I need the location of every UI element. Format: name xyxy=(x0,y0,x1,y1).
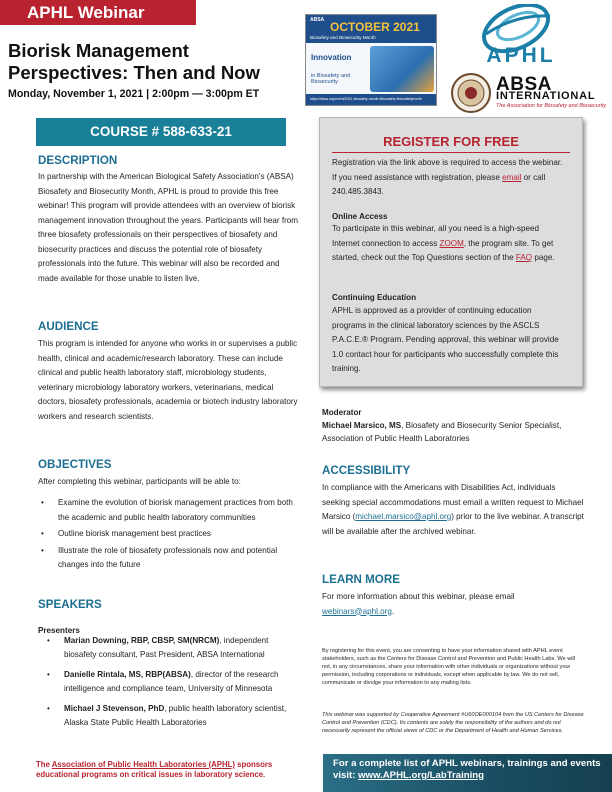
course-number: COURSE # 588-633-21 xyxy=(36,118,286,146)
learn-more-text xyxy=(322,590,584,619)
moderator-block xyxy=(322,406,584,445)
footer-training-banner xyxy=(323,754,612,792)
online-text-2: , the program site. To get started, check out the Top Questions section of the xyxy=(332,238,554,262)
poster-footer: https://absa.org/event/2021-biosafety-month #biosafety #biosafetymonth xyxy=(306,94,436,105)
footer-left-2: sponsors educational programs on critical issues in laboratory science. xyxy=(36,760,273,779)
speaker-desc: , public health laboratory scientist, Alaska State Public Health Laboratories xyxy=(64,704,287,727)
accessibility-text xyxy=(322,481,584,539)
register-box xyxy=(319,117,583,387)
footer-right-text: For a complete list of APHL webinars, trainings and events visit: xyxy=(333,758,601,781)
aphl-logo-text: APHL xyxy=(486,44,556,67)
description-text: In partnership with the American Biological Safety Association's (ABSA) Biosafety and Biosecurity Month, APHL is proud to provide this free webinar! This program will provide attendees with an overview of biorisk management innovation throughout the years. Participants will hear from three biosafety professionals on their perspectives of biosafety and biosecurity practices and discuss the potential role of biosafety professionals into the future. This webinar will also be recorded and made available for those unable to listen live. xyxy=(38,172,299,283)
register-title[interactable]: REGISTER FOR FREE xyxy=(383,134,519,149)
objectives-heading: OBJECTIVES xyxy=(38,458,112,471)
speaker-name: Marian Downing, RBP, CBSP, SM(NRCM) xyxy=(64,636,220,645)
learn-more-heading: LEARN MORE xyxy=(322,573,400,586)
email-link[interactable]: email xyxy=(502,172,522,182)
absa-logo-text: ABSA xyxy=(496,74,552,95)
list-item xyxy=(44,634,302,662)
accessibility-heading: ACCESSIBILITY xyxy=(322,464,411,477)
speaker-name: Danielle Rintala, MS, RBP(ABSA) xyxy=(64,670,191,679)
poster-headline: Innovation xyxy=(311,53,352,62)
lab-training-link[interactable]: www.APHL.org/LabTraining xyxy=(358,770,485,781)
webinars-email-link[interactable]: webinars@aphl.org xyxy=(322,606,392,616)
footer-sponsor-note xyxy=(36,760,316,780)
poster-illustration xyxy=(370,46,434,92)
online-access-text xyxy=(332,222,564,266)
biosafety-month-poster xyxy=(305,14,437,106)
register-text xyxy=(332,156,564,200)
moderator-desc: , Biosafety and Biosecurity Senior Specialist, Association of Public Health Laboratories xyxy=(322,421,562,443)
aphl-org-link[interactable]: Association of Public Health Laboratories (APHL) xyxy=(51,760,235,769)
poster-absa: ABSA xyxy=(310,17,325,23)
funding-statement: This webinar was supported by Cooperative Agreement #U60OE000104 from the US Centers for Disease Control and Prevention (CDC). Its contents are solely the responsibility of the authors and do not necessarily represent the official views of CDC or the Department of Health and Human Services. xyxy=(322,712,584,734)
zoom-link[interactable]: ZOOM xyxy=(439,238,464,248)
register-text-2: or call 240.485.3843. xyxy=(332,172,546,196)
poster-headline-2: in Biosafety and Biosecurity xyxy=(311,73,351,85)
learn-more-text-1: For more information about this webinar, please email xyxy=(322,592,515,601)
absa-tagline: The Association for Biosafety and Biosecurity xyxy=(496,103,607,109)
online-access-heading: Online Access xyxy=(332,212,388,221)
list-item xyxy=(44,668,302,696)
accessibility-email-link[interactable]: michael.marsico@aphl.org xyxy=(355,512,452,521)
footer-left-1: The xyxy=(36,760,52,769)
presenters-label: Presenters xyxy=(38,626,80,635)
page-title: Biorisk Management Perspectives: Then and Now xyxy=(8,40,260,83)
absa-seal-icon xyxy=(450,72,492,114)
objectives-intro: After completing this webinar, participants will be able to: xyxy=(38,477,241,486)
moderator-name: Michael Marsico, MS xyxy=(322,421,402,430)
faq-link[interactable]: FAQ xyxy=(515,253,533,262)
absa-international: INTERNATIONAL xyxy=(496,90,596,102)
register-divider xyxy=(332,152,570,153)
online-text-1: To participate in this webinar, all you need is a high-speed Internet connection to access xyxy=(332,224,539,248)
speakers-heading: SPEAKERS xyxy=(38,598,102,611)
ce-heading: Continuing Education xyxy=(332,293,417,302)
moderator-label: Moderator xyxy=(322,408,362,417)
list-item: • Examine the evolution of biorisk management practices from both the academic and public health laboratory communities xyxy=(38,496,300,525)
speaker-desc: , director of the research intelligence and compliance team, University of Minnesota xyxy=(64,670,279,693)
poster-subtitle: Biosafety and Biosecurity Month xyxy=(310,35,376,40)
ce-text: APHL is approved as a provider of continuing education programs in the clinical laboratory sciences by the ASCLS P.A.C.E.® Program. Pending approval, this webinar will provide 1.0 contact hour for participants who successfully complete this training. xyxy=(332,306,559,373)
list-item xyxy=(44,702,302,730)
poster-month: OCTOBER 2021 xyxy=(330,20,420,34)
audience-heading: AUDIENCE xyxy=(38,320,99,333)
webinar-banner: APHL Webinar xyxy=(0,0,196,25)
learn-more-text-2: . xyxy=(391,606,395,616)
register-text-1: Registration via the link above is required to access the webinar. If you need assistance with registration, please xyxy=(332,158,563,182)
audience-text: This program is intended for anyone who works in or supervises a public health, clinical and academic/research laboratory. These can include clinical and public health laboratory staff, microbiology students, veterinary microbiology laboratory workers, veterinarians, medical doctors, biosafety professionals, academia or biotech industry laboratory workers and research scientists. xyxy=(38,339,298,421)
online-text-3: page. xyxy=(532,253,555,262)
speaker-desc: , independent biosafety consultant, Past President, ABSA International xyxy=(64,636,269,659)
privacy-disclaimer: By registering for this event, you are consenting to have your information shared with APHL event stakeholders, such as the Centers for Disease Control and Prevention and Public Health Labs. We will not, in any circumstances, share your information with other individuals or organizations without your permission, including corporations or individuals, except when applicable by law. We do not sell, communicate or divulge your information to any mailing lists. xyxy=(322,648,575,686)
speakers-list xyxy=(44,634,302,732)
speaker-name: Michael J Stevenson, PhD xyxy=(64,704,165,713)
accessibility-text-1: In compliance with the Americans with Disabilities Act, individuals seeking special accommodations must email a written request to Michael Marsico ( xyxy=(322,483,584,521)
description-heading: DESCRIPTION xyxy=(38,154,118,167)
accessibility-text-2: ) prior to the live webinar. A transcript will be available after the archived webinar. xyxy=(322,512,584,536)
date-time: Monday, November 1, 2021 | 2:00pm — 3:00pm ET xyxy=(8,88,260,100)
list-item: • Outline biorisk management best practices xyxy=(38,527,300,542)
objectives-list xyxy=(38,496,300,575)
list-item: • Illustrate the role of biosafety professionals now and potential changes into the future xyxy=(38,544,300,573)
